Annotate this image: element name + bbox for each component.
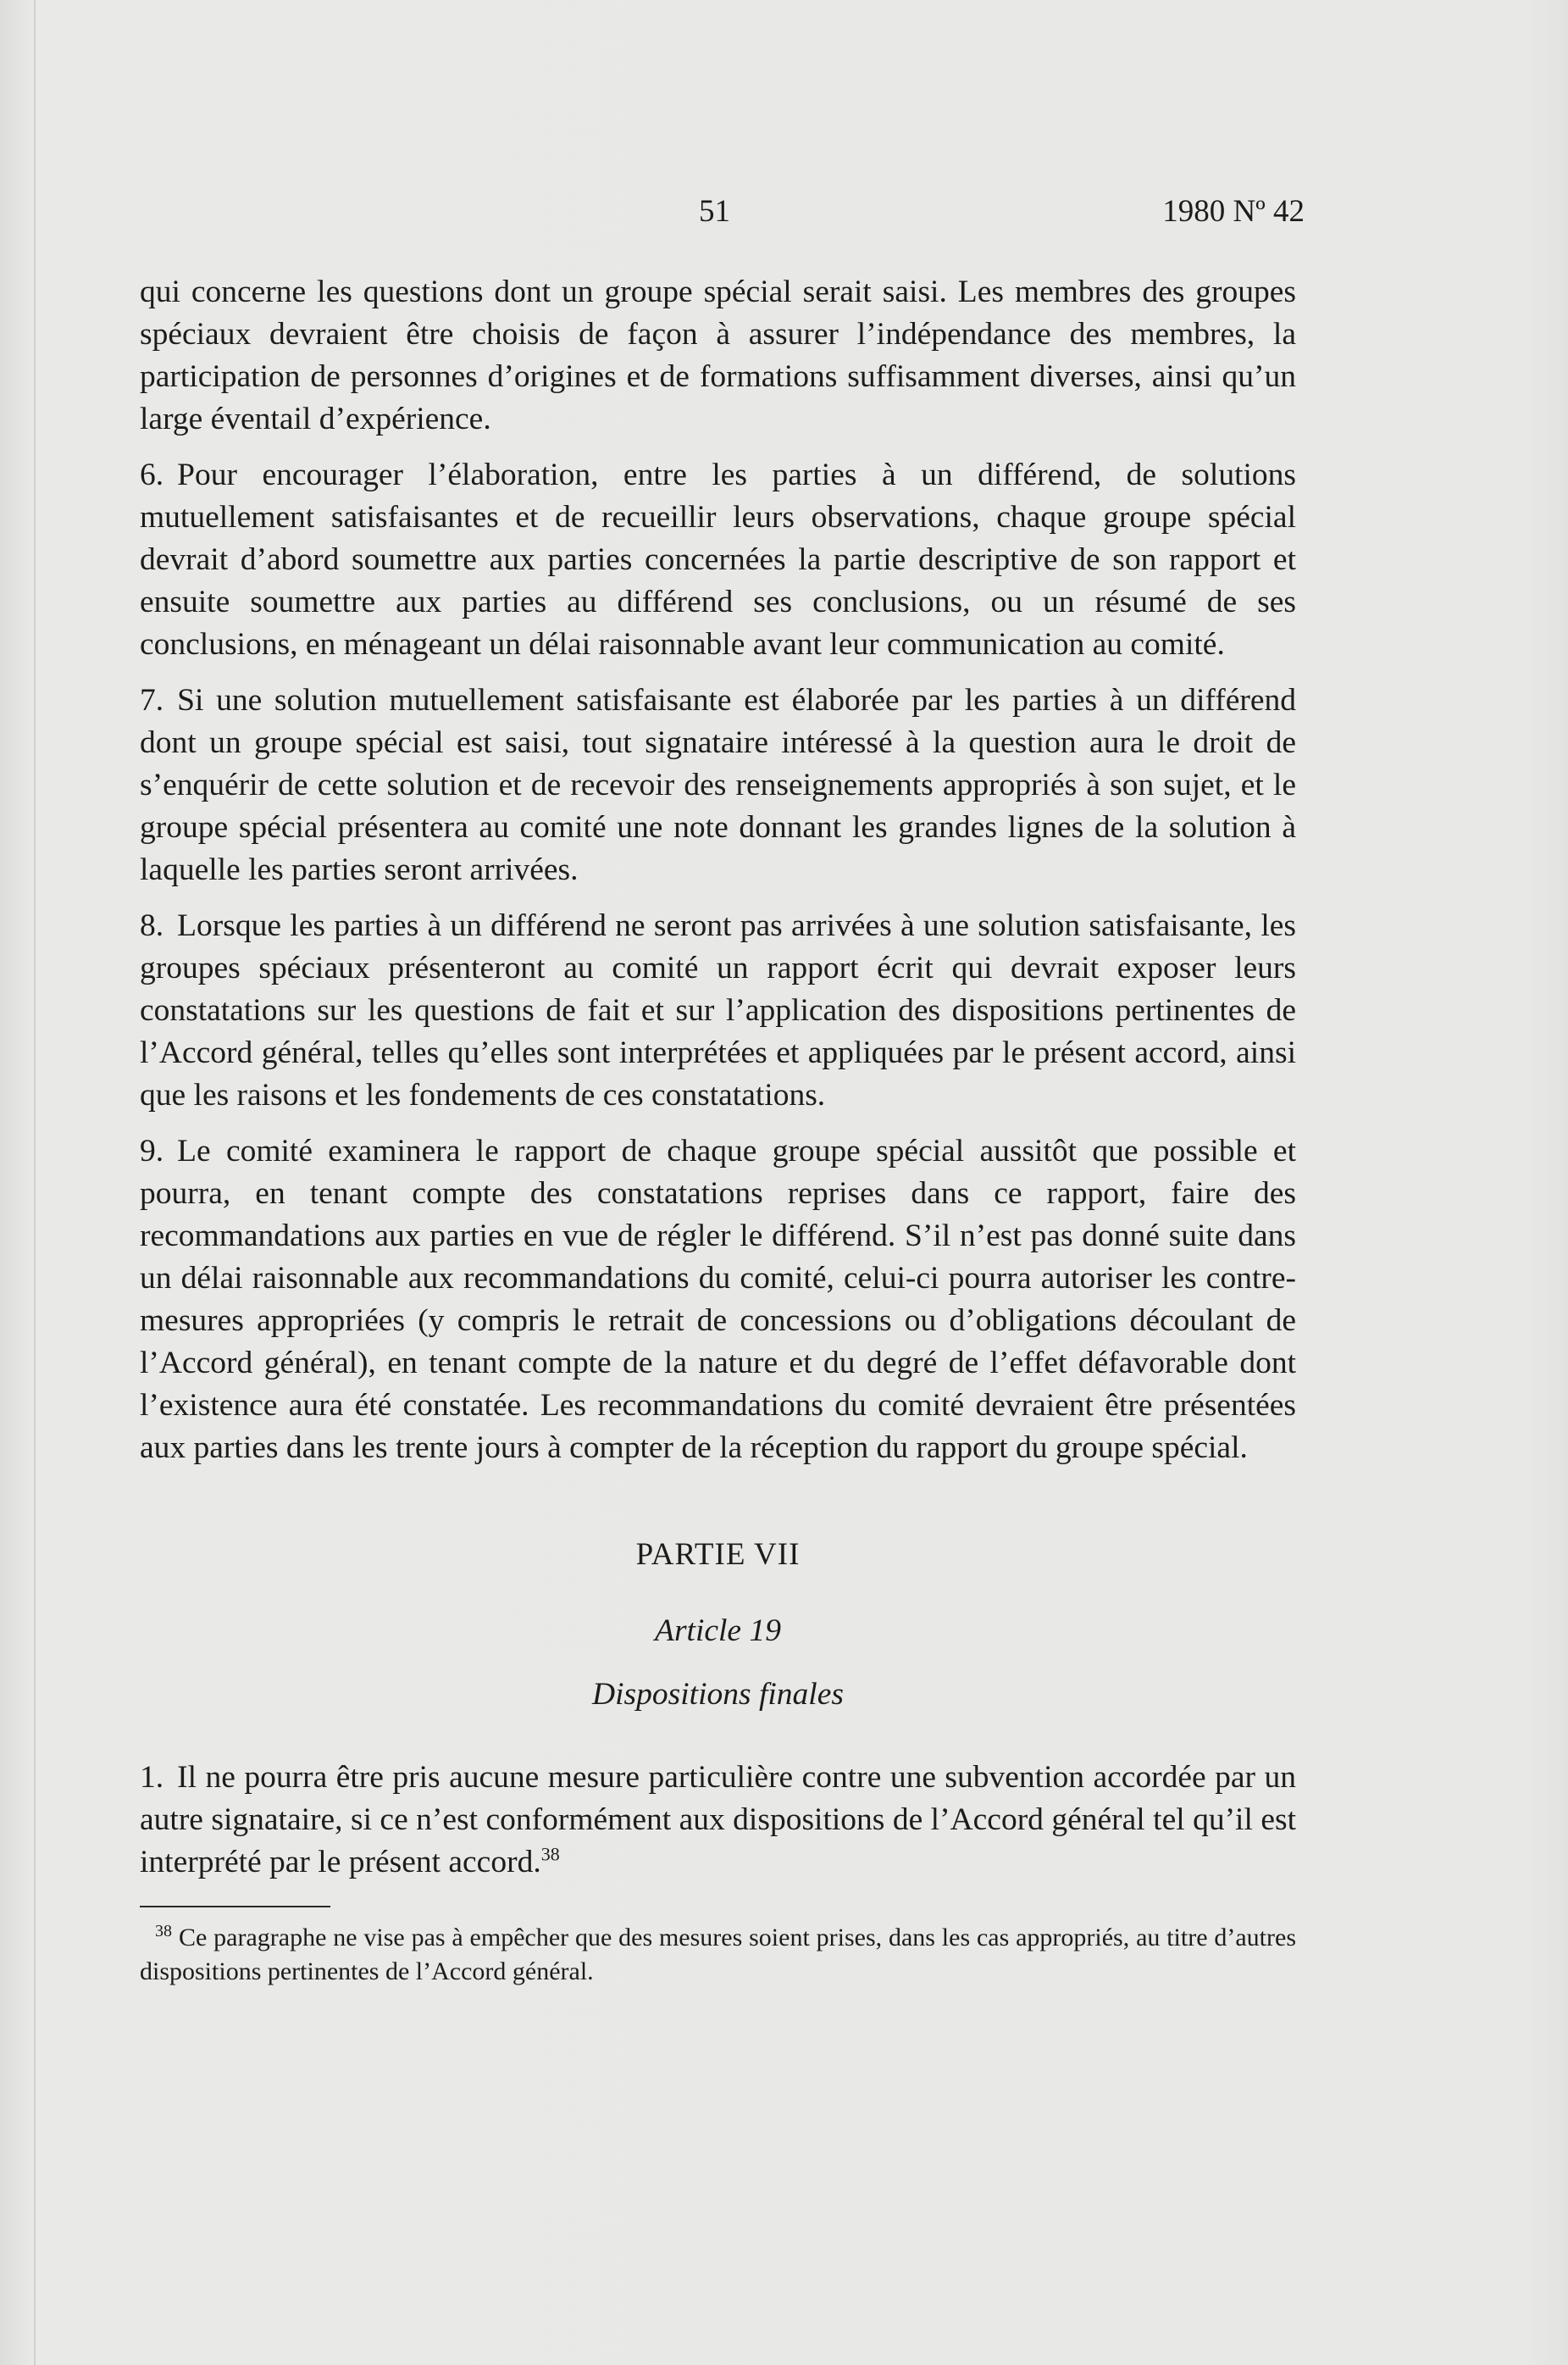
footnote-text: Ce paragraphe ne vise pas à empêcher que des mesures soient prises, dans les cas appropriés, au titre d’autres dispositions pertinentes de l’Accord général. <box>140 1924 1296 1985</box>
body-text <box>140 271 1296 1989</box>
paragraph-6 <box>140 454 1296 666</box>
footnote-mark: 38 <box>155 1922 172 1940</box>
footnote-divider <box>140 1906 330 1907</box>
paragraph-text: qui concerne les questions dont un groupe spécial serait saisi. Les membres des groupes spéciaux devraient être choisis de façon à assurer l’indépendance des membres, la participation de personnes d’origines et de formations suffisamment diverses, ainsi qu’un large éventail d’expérience. <box>140 275 1296 436</box>
paragraph-text: Pour encourager l’élaboration, entre les parties à un différend, de solutions mutuellement satisfaisantes et de recueillir leurs observations, chaque groupe spécial devrait d’abord soumettre aux parties concernées la partie descriptive de son rapport et ensuite soumettre aux parties au différend ses conclusions, ou un résumé de ses conclusions, en ménageant un délai raisonnable avant leur communication au comité. <box>140 458 1296 662</box>
part-title: PARTIE VII <box>635 1537 801 1572</box>
paragraph-7 <box>140 680 1296 891</box>
footnote-reference[interactable]: 38 <box>540 1843 560 1865</box>
paragraph-text: Lorsque les parties à un différend ne seront pas arrivées à une solution satisfaisante, les groupes spéciaux présenteront au comité un rapport écrit qui devrait exposer leurs constatations sur les questions de fait et sur l’application des dispositions pertinentes de l’Accord général, telles qu’elles sont interprétées et appliquées par le présent accord, ainsi que les raisons et les fondements de ces constatations. <box>140 908 1296 1113</box>
running-head: 1980 Nº 42 <box>1162 194 1305 229</box>
paragraph-number: 1. <box>140 1760 164 1795</box>
paragraph-number: 6. <box>140 458 164 492</box>
page-gutter-shadow <box>34 0 36 2365</box>
paragraph-number: 7. <box>140 683 164 718</box>
page-header <box>140 193 1305 236</box>
paragraph-number: 9. <box>140 1134 164 1169</box>
paragraph-9 <box>140 1130 1296 1469</box>
paragraph-text: Le comité examinera le rapport de chaque groupe spécial aussitôt que possible et pourra, en tenant compte des constatations reprises dans ce rapport, faire des recommandations aux parties en vue de régler le différend. S’il n’est pas donné suite dans un délai raisonnable aux recommandations du comité, celui-ci pourra autoriser les contre-mesures appropriées (y compris le retrait de concessions ou d’obligations découlant de l’Accord général), en tenant compte de la nature et du degré de l’effet défavorable dont l’existence aura été constatée. Les recommandations du comité devraient être présentées aux parties dans les trente jours à compter de la réception du rapport du groupe spécial. <box>140 1134 1296 1465</box>
paragraph-text: Si une solution mutuellement satisfaisante est élaborée par les parties à un différend dont un groupe spécial est saisi, tout signataire intéressé à la question aura le droit de s’enquérir de cette solution et de recevoir des renseignements appropriés à son sujet, et le groupe spécial présentera au comité une note donnant les grandes lignes de la solution à laquelle les parties seront arrivées. <box>140 683 1296 887</box>
article-title: Article 19 <box>655 1613 781 1648</box>
article-19-paragraph-1 <box>140 1757 1296 1884</box>
article-subtitle: Dispositions finales <box>592 1677 844 1712</box>
paragraph-continued <box>140 271 1296 441</box>
page-number: 51 <box>699 194 730 229</box>
paragraph-text: Il ne pourra être pris aucune mesure particulière contre une subvention accordée par un autre signataire, si ce n’est conformément aux dispositions de l’Accord général tel qu’il est interprété par le présent accord. <box>140 1760 1296 1879</box>
footnote <box>140 1921 1296 1989</box>
paragraph-8 <box>140 905 1296 1117</box>
paragraph-number: 8. <box>140 908 164 943</box>
